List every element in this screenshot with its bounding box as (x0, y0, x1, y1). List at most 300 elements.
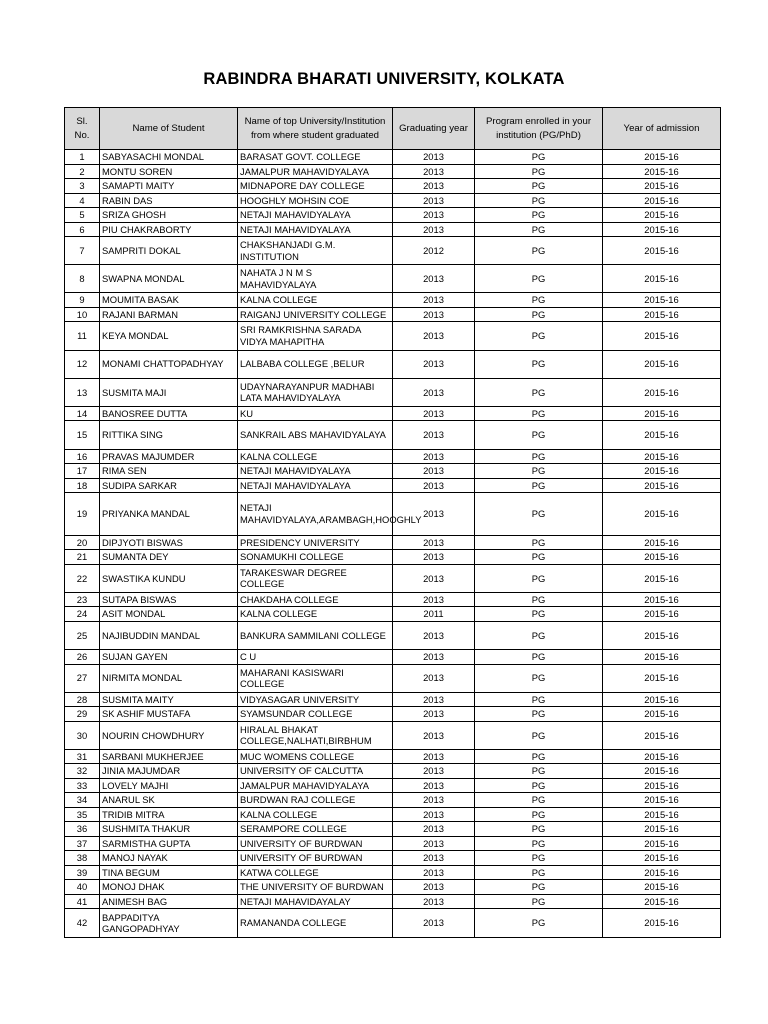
cell-sl-no: 39 (65, 865, 100, 880)
table-row (65, 535, 721, 550)
cell-sl-no: 20 (65, 535, 100, 550)
cell-graduating-year: 2013 (393, 749, 475, 764)
cell-student-name: RAJANI BARMAN (100, 307, 238, 322)
cell-year-of-admission: 2015-16 (603, 406, 721, 421)
cell-program: PG (475, 650, 603, 665)
table-row (65, 822, 721, 837)
cell-year-of-admission: 2015-16 (603, 164, 721, 179)
cell-institution: KALNA COLLEGE (238, 607, 393, 622)
cell-student-name: SUSMITA MAITY (100, 692, 238, 707)
cell-graduating-year: 2013 (393, 880, 475, 895)
cell-program: PG (475, 493, 603, 536)
cell-student-name: SUDIPA SARKAR (100, 478, 238, 493)
cell-sl-no: 33 (65, 778, 100, 793)
cell-program: PG (475, 607, 603, 622)
table-row (65, 550, 721, 565)
cell-institution: UNIVERSITY OF BURDWAN (238, 851, 393, 866)
cell-institution: MAHARANI KASISWARI COLLEGE (238, 664, 393, 692)
cell-student-name: LOVELY MAJHI (100, 778, 238, 793)
cell-institution: KALNA COLLEGE (238, 293, 393, 308)
table-row (65, 322, 721, 350)
table-row (65, 265, 721, 293)
cell-graduating-year: 2013 (393, 909, 475, 937)
table-row (65, 664, 721, 692)
cell-graduating-year: 2013 (393, 621, 475, 649)
cell-program: PG (475, 237, 603, 265)
table-row (65, 421, 721, 449)
cell-sl-no: 2 (65, 164, 100, 179)
cell-year-of-admission: 2015-16 (603, 880, 721, 895)
cell-graduating-year: 2013 (393, 564, 475, 592)
cell-sl-no: 36 (65, 822, 100, 837)
cell-institution: UNIVERSITY OF CALCUTTA (238, 764, 393, 779)
table-row (65, 464, 721, 479)
cell-sl-no: 8 (65, 265, 100, 293)
cell-sl-no: 30 (65, 721, 100, 749)
cell-year-of-admission: 2015-16 (603, 894, 721, 909)
cell-institution: SYAMSUNDAR COLLEGE (238, 707, 393, 722)
cell-student-name: SUJAN GAYEN (100, 650, 238, 665)
cell-student-name: SUTAPA BISWAS (100, 592, 238, 607)
cell-institution: PRESIDENCY UNIVERSITY (238, 535, 393, 550)
cell-graduating-year: 2013 (393, 193, 475, 208)
cell-sl-no: 41 (65, 894, 100, 909)
cell-year-of-admission: 2015-16 (603, 322, 721, 350)
cell-graduating-year: 2013 (393, 721, 475, 749)
cell-year-of-admission: 2015-16 (603, 535, 721, 550)
cell-graduating-year: 2013 (393, 778, 475, 793)
cell-institution: HOOGHLY MOHSIN COE (238, 193, 393, 208)
cell-institution: THE UNIVERSITY OF BURDWAN (238, 880, 393, 895)
cell-program: PG (475, 865, 603, 880)
cell-sl-no: 24 (65, 607, 100, 622)
cell-year-of-admission: 2015-16 (603, 793, 721, 808)
cell-sl-no: 21 (65, 550, 100, 565)
cell-program: PG (475, 707, 603, 722)
cell-graduating-year: 2013 (393, 493, 475, 536)
cell-program: PG (475, 721, 603, 749)
cell-year-of-admission: 2015-16 (603, 265, 721, 293)
cell-program: PG (475, 478, 603, 493)
cell-institution: BANKURA SAMMILANI COLLEGE (238, 621, 393, 649)
cell-program: PG (475, 265, 603, 293)
cell-student-name: SWAPNA MONDAL (100, 265, 238, 293)
cell-student-name: TRIDIB MITRA (100, 807, 238, 822)
cell-program: PG (475, 421, 603, 449)
cell-sl-no: 40 (65, 880, 100, 895)
cell-year-of-admission: 2015-16 (603, 822, 721, 837)
cell-institution: RAMANANDA COLLEGE (238, 909, 393, 937)
cell-year-of-admission: 2015-16 (603, 564, 721, 592)
table-row (65, 350, 721, 378)
cell-year-of-admission: 2015-16 (603, 193, 721, 208)
cell-institution: KALNA COLLEGE (238, 449, 393, 464)
cell-year-of-admission: 2015-16 (603, 237, 721, 265)
cell-program: PG (475, 322, 603, 350)
cell-institution: BURDWAN RAJ COLLEGE (238, 793, 393, 808)
cell-sl-no: 18 (65, 478, 100, 493)
cell-graduating-year: 2013 (393, 322, 475, 350)
cell-graduating-year: 2013 (393, 865, 475, 880)
table-row (65, 406, 721, 421)
cell-program: PG (475, 807, 603, 822)
cell-institution: BARASAT GOVT. COLLEGE (238, 150, 393, 165)
header-institution: Name of top University/Institution from where student graduated (238, 108, 393, 150)
cell-institution: CHAKDAHA COLLEGE (238, 592, 393, 607)
cell-year-of-admission: 2015-16 (603, 607, 721, 622)
table-row (65, 222, 721, 237)
cell-student-name: SARBANI MUKHERJEE (100, 749, 238, 764)
cell-year-of-admission: 2015-16 (603, 778, 721, 793)
cell-sl-no: 4 (65, 193, 100, 208)
cell-institution: KALNA COLLEGE (238, 807, 393, 822)
cell-year-of-admission: 2015-16 (603, 836, 721, 851)
cell-year-of-admission: 2015-16 (603, 350, 721, 378)
table-row (65, 749, 721, 764)
cell-institution: JAMALPUR MAHAVIDYALAYA (238, 164, 393, 179)
cell-program: PG (475, 293, 603, 308)
students-table (64, 107, 721, 938)
cell-program: PG (475, 894, 603, 909)
cell-graduating-year: 2013 (393, 592, 475, 607)
cell-institution: MUC WOMENS COLLEGE (238, 749, 393, 764)
cell-sl-no: 7 (65, 237, 100, 265)
cell-sl-no: 3 (65, 179, 100, 194)
cell-student-name: JINIA MAJUMDAR (100, 764, 238, 779)
cell-year-of-admission: 2015-16 (603, 550, 721, 565)
cell-student-name: SABYASACHI MONDAL (100, 150, 238, 165)
cell-graduating-year: 2013 (393, 894, 475, 909)
cell-graduating-year: 2013 (393, 307, 475, 322)
header-graduating-year: Graduating year (393, 108, 475, 150)
cell-graduating-year: 2013 (393, 406, 475, 421)
cell-student-name: NOURIN CHOWDHURY (100, 721, 238, 749)
table-row (65, 851, 721, 866)
cell-institution: C U (238, 650, 393, 665)
cell-student-name: SUSHMITA THAKUR (100, 822, 238, 837)
cell-student-name: PRIYANKA MANDAL (100, 493, 238, 536)
cell-institution: NETAJI MAHAVIDYALAYA (238, 464, 393, 479)
cell-year-of-admission: 2015-16 (603, 421, 721, 449)
cell-student-name: ANARUL SK (100, 793, 238, 808)
cell-program: PG (475, 692, 603, 707)
cell-graduating-year: 2013 (393, 478, 475, 493)
table-row (65, 449, 721, 464)
cell-year-of-admission: 2015-16 (603, 150, 721, 165)
cell-program: PG (475, 564, 603, 592)
cell-institution: SANKRAIL ABS MAHAVIDYALAYA (238, 421, 393, 449)
table-row (65, 909, 721, 937)
cell-year-of-admission: 2015-16 (603, 764, 721, 779)
cell-student-name: MOUMITA BASAK (100, 293, 238, 308)
cell-institution: SONAMUKHI COLLEGE (238, 550, 393, 565)
cell-sl-no: 27 (65, 664, 100, 692)
cell-program: PG (475, 307, 603, 322)
header-student-name: Name of Student (100, 108, 238, 150)
table-row (65, 807, 721, 822)
cell-student-name: TINA BEGUM (100, 865, 238, 880)
cell-student-name: PRAVAS MAJUMDER (100, 449, 238, 464)
cell-year-of-admission: 2015-16 (603, 179, 721, 194)
cell-graduating-year: 2013 (393, 793, 475, 808)
cell-graduating-year: 2013 (393, 350, 475, 378)
cell-program: PG (475, 664, 603, 692)
table-row (65, 621, 721, 649)
cell-program: PG (475, 535, 603, 550)
table-row (65, 764, 721, 779)
cell-year-of-admission: 2015-16 (603, 478, 721, 493)
cell-program: PG (475, 836, 603, 851)
table-row (65, 721, 721, 749)
cell-student-name: PIU CHAKRABORTY (100, 222, 238, 237)
cell-program: PG (475, 449, 603, 464)
cell-program: PG (475, 909, 603, 937)
cell-institution: NETAJI MAHAVIDYALAYA (238, 478, 393, 493)
cell-program: PG (475, 592, 603, 607)
cell-sl-no: 15 (65, 421, 100, 449)
cell-graduating-year: 2013 (393, 378, 475, 406)
cell-student-name: KEYA MONDAL (100, 322, 238, 350)
cell-institution: NETAJI MAHAVIDYALAYA,ARAMBAGH,HOOGHLY (238, 493, 393, 536)
cell-year-of-admission: 2015-16 (603, 865, 721, 880)
table-row (65, 650, 721, 665)
cell-year-of-admission: 2015-16 (603, 493, 721, 536)
cell-graduating-year: 2013 (393, 807, 475, 822)
cell-graduating-year: 2013 (393, 650, 475, 665)
cell-student-name: RITTIKA SING (100, 421, 238, 449)
cell-student-name: MONAMI CHATTOPADHYAY (100, 350, 238, 378)
cell-sl-no: 37 (65, 836, 100, 851)
cell-institution: UDAYNARAYANPUR MADHABI LATA MAHAVIDYALAYA (238, 378, 393, 406)
cell-year-of-admission: 2015-16 (603, 749, 721, 764)
cell-sl-no: 34 (65, 793, 100, 808)
table-row (65, 307, 721, 322)
table-row (65, 836, 721, 851)
cell-institution: HIRALAL BHAKAT COLLEGE,NALHATI,BIRBHUM (238, 721, 393, 749)
cell-student-name: SAMAPTI MAITY (100, 179, 238, 194)
cell-program: PG (475, 749, 603, 764)
cell-graduating-year: 2013 (393, 179, 475, 194)
cell-year-of-admission: 2015-16 (603, 721, 721, 749)
cell-student-name: SUSMITA MAJI (100, 378, 238, 406)
cell-student-name: SUMANTA DEY (100, 550, 238, 565)
cell-program: PG (475, 822, 603, 837)
cell-student-name: SK ASHIF MUSTAFA (100, 707, 238, 722)
cell-year-of-admission: 2015-16 (603, 664, 721, 692)
cell-program: PG (475, 550, 603, 565)
page-title: RABINDRA BHARATI UNIVERSITY, KOLKATA (203, 70, 565, 88)
cell-student-name: MONOJ DHAK (100, 880, 238, 895)
cell-program: PG (475, 179, 603, 194)
cell-graduating-year: 2013 (393, 764, 475, 779)
table-row (65, 778, 721, 793)
cell-student-name: RABIN DAS (100, 193, 238, 208)
cell-sl-no: 32 (65, 764, 100, 779)
cell-year-of-admission: 2015-16 (603, 851, 721, 866)
table-row (65, 478, 721, 493)
cell-year-of-admission: 2015-16 (603, 208, 721, 223)
cell-graduating-year: 2011 (393, 607, 475, 622)
cell-institution: MIDNAPORE DAY COLLEGE (238, 179, 393, 194)
cell-student-name: SARMISTHA GUPTA (100, 836, 238, 851)
cell-program: PG (475, 350, 603, 378)
cell-institution: RAIGANJ UNIVERSITY COLLEGE (238, 307, 393, 322)
cell-year-of-admission: 2015-16 (603, 307, 721, 322)
cell-student-name: DIPJYOTI BISWAS (100, 535, 238, 550)
table-row (65, 150, 721, 165)
cell-sl-no: 13 (65, 378, 100, 406)
cell-year-of-admission: 2015-16 (603, 807, 721, 822)
header-program: Program enrolled in your institution (PG/PhD) (475, 108, 603, 150)
cell-year-of-admission: 2015-16 (603, 909, 721, 937)
table-row (65, 193, 721, 208)
cell-graduating-year: 2012 (393, 237, 475, 265)
cell-graduating-year: 2013 (393, 265, 475, 293)
table-row (65, 865, 721, 880)
cell-program: PG (475, 406, 603, 421)
cell-sl-no: 1 (65, 150, 100, 165)
cell-sl-no: 5 (65, 208, 100, 223)
cell-sl-no: 9 (65, 293, 100, 308)
table-row (65, 208, 721, 223)
table-row (65, 692, 721, 707)
cell-program: PG (475, 222, 603, 237)
table-row (65, 707, 721, 722)
cell-year-of-admission: 2015-16 (603, 222, 721, 237)
cell-student-name: RIMA SEN (100, 464, 238, 479)
cell-sl-no: 17 (65, 464, 100, 479)
cell-graduating-year: 2013 (393, 851, 475, 866)
cell-program: PG (475, 851, 603, 866)
cell-program: PG (475, 764, 603, 779)
cell-institution: KATWA COLLEGE (238, 865, 393, 880)
cell-sl-no: 29 (65, 707, 100, 722)
cell-institution: VIDYASAGAR UNIVERSITY (238, 692, 393, 707)
cell-year-of-admission: 2015-16 (603, 293, 721, 308)
cell-year-of-admission: 2015-16 (603, 707, 721, 722)
cell-graduating-year: 2013 (393, 535, 475, 550)
table-row (65, 493, 721, 536)
cell-year-of-admission: 2015-16 (603, 692, 721, 707)
cell-institution: LALBABA COLLEGE ,BELUR (238, 350, 393, 378)
table-row (65, 164, 721, 179)
cell-institution: NETAJI MAHAVIDAYALAY (238, 894, 393, 909)
cell-student-name: NIRMITA MONDAL (100, 664, 238, 692)
cell-graduating-year: 2013 (393, 208, 475, 223)
cell-student-name: SAMPRITI DOKAL (100, 237, 238, 265)
cell-sl-no: 14 (65, 406, 100, 421)
cell-institution: NAHATA J N M S MAHAVIDYALAYA (238, 265, 393, 293)
cell-program: PG (475, 793, 603, 808)
cell-student-name: BAPPADITYA GANGOPADHYAY (100, 909, 238, 937)
cell-sl-no: 19 (65, 493, 100, 536)
cell-program: PG (475, 193, 603, 208)
cell-sl-no: 28 (65, 692, 100, 707)
cell-student-name: ASIT MONDAL (100, 607, 238, 622)
table-row (65, 793, 721, 808)
table-row (65, 880, 721, 895)
cell-student-name: BANOSREE DUTTA (100, 406, 238, 421)
cell-institution: CHAKSHANJADI G.M. INSTITUTION (238, 237, 393, 265)
cell-program: PG (475, 778, 603, 793)
cell-sl-no: 11 (65, 322, 100, 350)
cell-year-of-admission: 2015-16 (603, 464, 721, 479)
cell-program: PG (475, 208, 603, 223)
cell-program: PG (475, 378, 603, 406)
cell-year-of-admission: 2015-16 (603, 378, 721, 406)
cell-graduating-year: 2013 (393, 550, 475, 565)
cell-student-name: MANOJ NAYAK (100, 851, 238, 866)
cell-year-of-admission: 2015-16 (603, 621, 721, 649)
cell-institution: NETAJI MAHAVIDYALAYA (238, 222, 393, 237)
cell-graduating-year: 2013 (393, 449, 475, 464)
cell-graduating-year: 2013 (393, 164, 475, 179)
cell-graduating-year: 2013 (393, 822, 475, 837)
cell-graduating-year: 2013 (393, 836, 475, 851)
cell-program: PG (475, 164, 603, 179)
table-row (65, 237, 721, 265)
cell-sl-no: 22 (65, 564, 100, 592)
cell-sl-no: 6 (65, 222, 100, 237)
cell-sl-no: 10 (65, 307, 100, 322)
table-row (65, 179, 721, 194)
cell-student-name: MONTU SOREN (100, 164, 238, 179)
cell-institution: NETAJI MAHAVIDYALAYA (238, 208, 393, 223)
cell-institution: SERAMPORE COLLEGE (238, 822, 393, 837)
cell-graduating-year: 2013 (393, 222, 475, 237)
cell-graduating-year: 2013 (393, 692, 475, 707)
cell-sl-no: 38 (65, 851, 100, 866)
table-row (65, 378, 721, 406)
cell-institution: KU (238, 406, 393, 421)
cell-sl-no: 26 (65, 650, 100, 665)
cell-sl-no: 16 (65, 449, 100, 464)
table-row (65, 607, 721, 622)
cell-sl-no: 12 (65, 350, 100, 378)
cell-student-name: SRIZA GHOSH (100, 208, 238, 223)
cell-graduating-year: 2013 (393, 293, 475, 308)
header-year-of-admission: Year of admission (603, 108, 721, 150)
cell-graduating-year: 2013 (393, 421, 475, 449)
cell-institution: UNIVERSITY OF BURDWAN (238, 836, 393, 851)
cell-institution: SRI RAMKRISHNA SARADA VIDYA MAHAPITHA (238, 322, 393, 350)
cell-sl-no: 23 (65, 592, 100, 607)
cell-institution: JAMALPUR MAHAVIDYALAYA (238, 778, 393, 793)
cell-institution: TARAKESWAR DEGREE COLLEGE (238, 564, 393, 592)
cell-graduating-year: 2013 (393, 707, 475, 722)
cell-sl-no: 35 (65, 807, 100, 822)
cell-student-name: NAJIBUDDIN MANDAL (100, 621, 238, 649)
cell-student-name: SWASTIKA KUNDU (100, 564, 238, 592)
cell-graduating-year: 2013 (393, 664, 475, 692)
table-row (65, 592, 721, 607)
cell-program: PG (475, 621, 603, 649)
cell-program: PG (475, 880, 603, 895)
cell-program: PG (475, 464, 603, 479)
cell-sl-no: 31 (65, 749, 100, 764)
cell-program: PG (475, 150, 603, 165)
cell-year-of-admission: 2015-16 (603, 592, 721, 607)
cell-graduating-year: 2013 (393, 464, 475, 479)
cell-graduating-year: 2013 (393, 150, 475, 165)
cell-sl-no: 42 (65, 909, 100, 937)
cell-student-name: ANIMESH BAG (100, 894, 238, 909)
cell-sl-no: 25 (65, 621, 100, 649)
table-header-row (65, 108, 721, 150)
table-row (65, 894, 721, 909)
header-sl-no: Sl. No. (65, 108, 100, 150)
cell-year-of-admission: 2015-16 (603, 650, 721, 665)
